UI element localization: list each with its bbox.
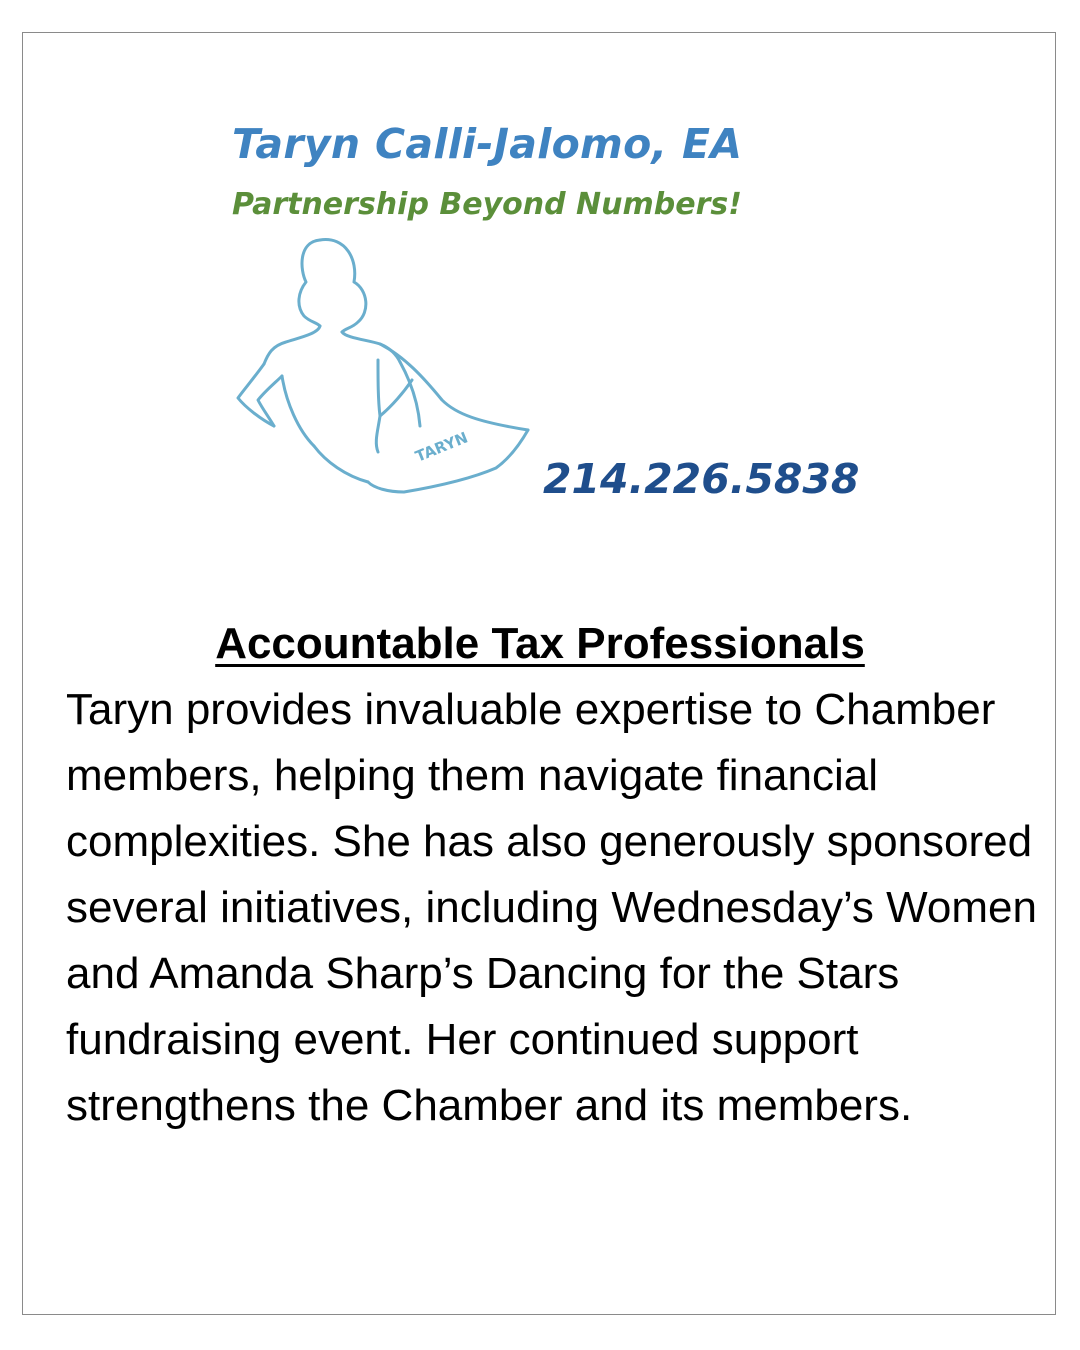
section-heading: Accountable Tax Professionals [215, 619, 865, 668]
logo-name: Taryn Calli-Jalomo, EA [232, 120, 743, 168]
cape-text: TARYN [412, 428, 471, 466]
logo-tagline: Partnership Beyond Numbers! [232, 187, 742, 222]
body-paragraph: Taryn provides invaluable expertise to Chamber members, helping them navigate financial complexities. She has also generously sponsored several initiatives, including Wednesday’s Women and Amanda Sharp’s Dancing for the Stars fundraising event. Her continued support strengthens the Chamber and its members. [66, 685, 1037, 1130]
superhero-figure-icon [228, 230, 538, 505]
phone-number: 214.226.5838 [543, 455, 860, 503]
